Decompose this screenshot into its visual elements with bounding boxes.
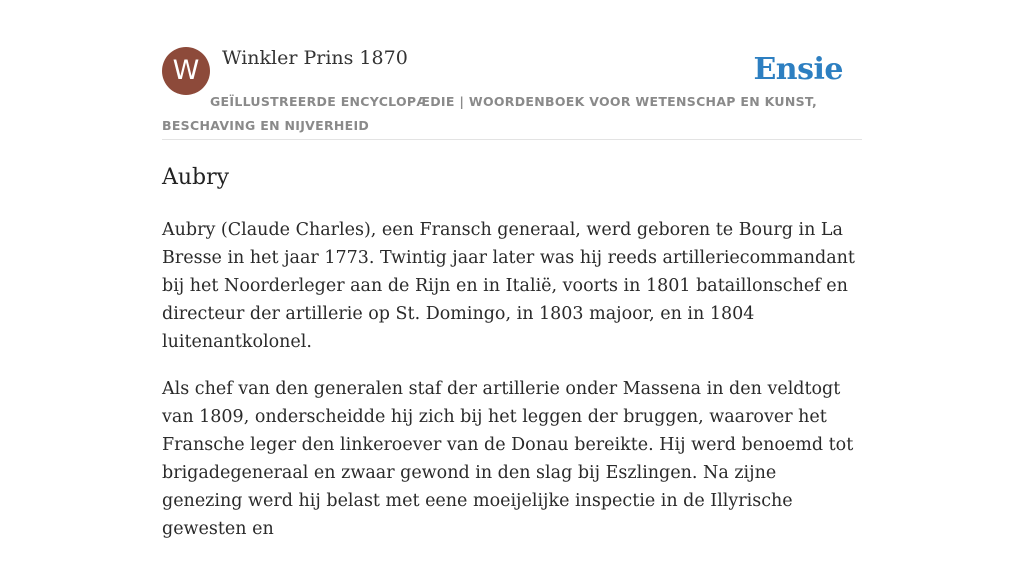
ensie-logo[interactable]: Ensie (753, 52, 843, 87)
header (162, 46, 862, 140)
article-title: Aubry (162, 165, 230, 190)
article-paragraph: Als chef van den generalen staf der artillerie onder Massena in den veldtogt van 1809, onderscheidde hij zich bij het leggen der bruggen, waarover het Fransche leger den linkeroever van de Donau bereikte. Hij werd benoemd tot brigadegeneraal en zwaar gewond in den slag bij Eszlingen. Na zijne genezing werd hij belast met eene moeijelijke inspectie in de Illyrische gewesten en (162, 379, 854, 539)
source-title[interactable]: Winkler Prins 1870 (222, 47, 408, 69)
article-body (162, 216, 862, 562)
article-paragraph: Aubry (Claude Charles), een Fransch generaal, werd geboren te Bourg in La Bresse in het jaar 1773. Twintig jaar later was hij reeds artilleriecommandant bij het Noorderleger aan de Rijn en in Italië, voorts in 1801 bataillonschef en directeur der artillerie op St. Domingo, in 1803 majoor, en in 1804 luitenantkolonel. (162, 220, 855, 352)
source-subtitle: GEÏLLUSTREERDE ENCYCLOPÆDIE | WOORDENBOEK VOOR WETENSCHAP EN KUNST, BESCHAVING EN NIJVERHEID (162, 94, 818, 133)
avatar[interactable]: W (162, 47, 210, 95)
